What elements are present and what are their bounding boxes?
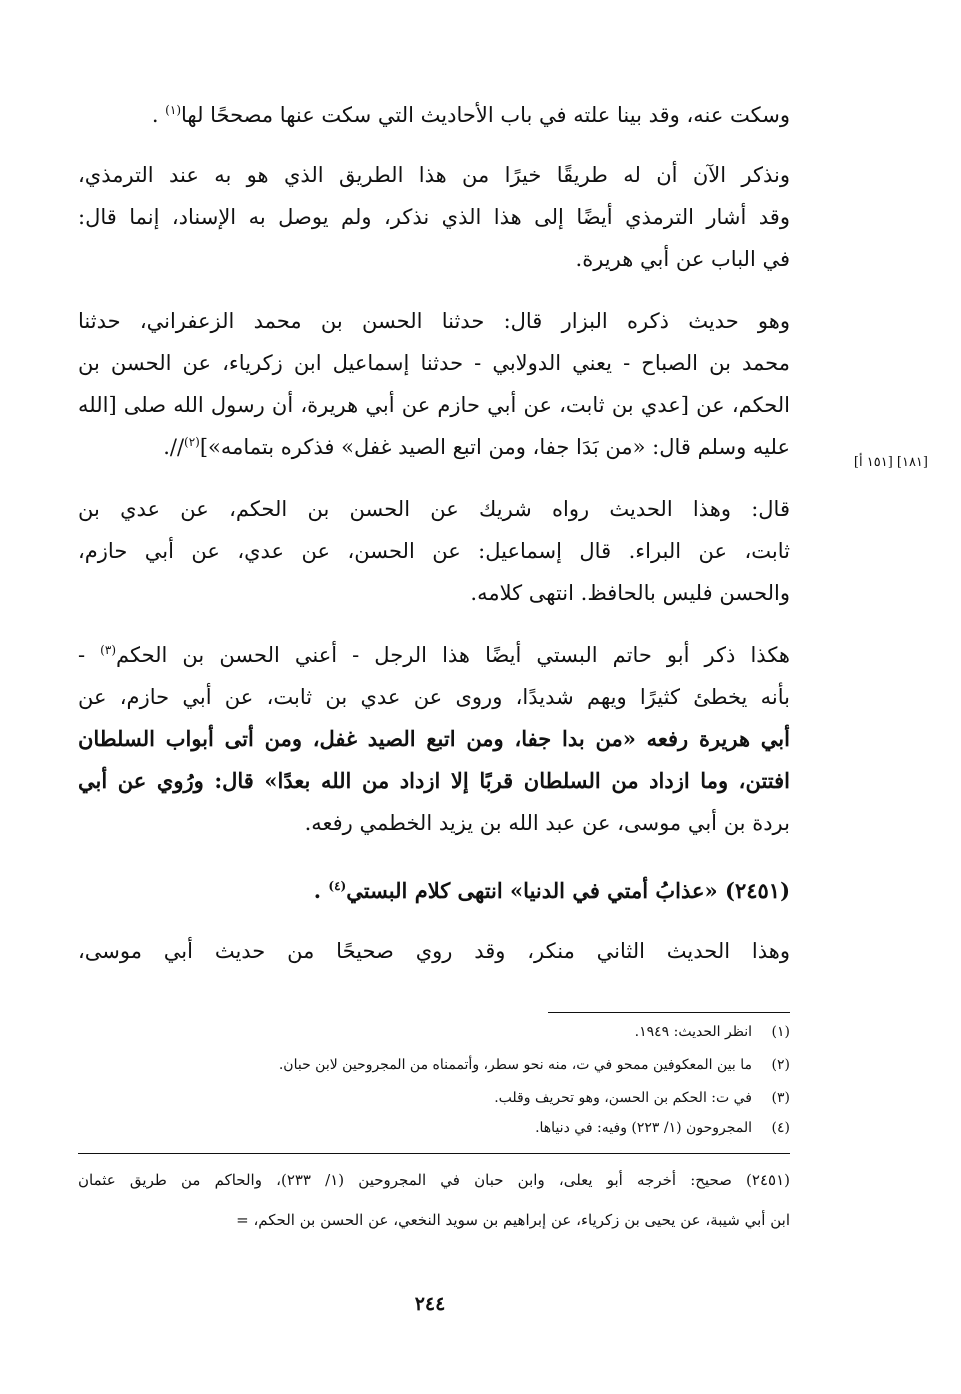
- line-tail: //.: [163, 435, 185, 459]
- line-text: أبي هريرة رفعه «من بدا جفا، ومن اتبع الصيد غفل، ومن أتى أبواب السلطان: [78, 726, 790, 751]
- text-line: [78, 536, 790, 566]
- footnote-ref: (٤): [328, 879, 347, 893]
- line-text: والحسن فليس بالحافظ. انتهى كلامه.: [470, 581, 790, 605]
- footnote: [150, 1118, 790, 1138]
- footnote-text: في ت: الحكم بن الحسن، وهو تحريف وقلب.: [494, 1090, 752, 1106]
- text-line: [78, 306, 790, 336]
- footnote-ref: (٢): [184, 435, 200, 449]
- text-line: [78, 100, 790, 130]
- text-line: [78, 640, 790, 670]
- text-line: [78, 348, 790, 378]
- line-text: بردة بن أبي موسى، عن عبد الله بن يزيد الخطمي رفعه.: [304, 811, 790, 835]
- line-text: هكذا ذكر أبو حاتم البستي أيضًا هذا الرجل - أعني الحسن بن الحكم: [116, 643, 790, 667]
- line-text: عليه وسلم قال: «من بَدَا جفا، ومن اتبع الصيد غفل» فذكره بتمامه»]: [199, 435, 790, 459]
- line-text: الحكم، عن [عدي بن ثابت، عن أبي حازم عن أبي هريرة، أن رسول الله صلى [الله: [78, 393, 790, 417]
- text-line: [78, 494, 790, 524]
- text-line: [78, 682, 790, 712]
- footnote-number: (١): [771, 1024, 790, 1040]
- footnote-number: (٢): [771, 1057, 790, 1073]
- commentary-separator: [78, 1153, 790, 1154]
- line-text: محمد بن الصباح - يعني الدولابي - حدثنا إسماعيل ابن زكرياء، عن الحسن بن: [78, 351, 790, 375]
- commentary-line: (٢٤٥١) صحيح: أخرجه أبو يعلى، وابن حبان في المجروحين (١/ ٢٣٣)، والحاكم من طريق عثمان: [78, 1171, 790, 1189]
- footnote: [150, 1088, 790, 1108]
- line-text: (٢٤٥١) «عذابُ أمتي في الدنيا» انتهى كلام البستي: [346, 878, 790, 903]
- line-text: وقد أشار الترمذي أيضًا إلى هذا الذي نذكر، ولم يوصل به الإسناد، إنما قال:: [78, 205, 790, 229]
- text-line: [78, 244, 790, 274]
- footnote-text: المجروحون (١/ ٢٢٣) وفيه: في دنياها.: [535, 1120, 752, 1136]
- footnote-number: (٣): [771, 1090, 790, 1106]
- line-text: في الباب عن أبي هريرة.: [575, 247, 790, 271]
- text-line: [78, 160, 790, 190]
- footnote-ref: (٣): [100, 643, 116, 657]
- line-text: وهو حديث ذكره البزار قال: حدثنا الحسن بن محمد الزعفراني، حدثنا: [78, 309, 790, 333]
- footnote: [150, 1022, 790, 1042]
- text-line: [78, 390, 790, 420]
- margin-note: [١٨١] [١٥١ أ]: [853, 455, 928, 470]
- line-text: وهذا الحديث الثاني منكر، وقد روي صحيحًا من حديث أبي موسى،: [78, 939, 790, 963]
- commentary-line: ابن أبي شيبة، عن يحيى بن زكرياء، عن إبراهيم بن سويد النخعي، عن الحسن بن الحكم، =: [236, 1211, 790, 1229]
- footnote-number: (٤): [771, 1120, 790, 1136]
- text-line: [78, 724, 790, 754]
- text-line: [78, 876, 790, 906]
- footnote: [150, 1055, 790, 1075]
- footnote-text: انظر الحديث: ١٩٤٩.: [634, 1024, 752, 1040]
- line-text: بأنه يخطئ كثيرًا ويهم شديدًا، وروى عن عدي بن ثابت، عن أبي حازم، عن: [78, 685, 790, 709]
- line-text: قال: وهذا الحديث رواه شريك عن الحسن بن الحكم، عن عدي بن: [78, 497, 790, 521]
- text-line: [78, 432, 790, 462]
- footnote-text: ما بين المعكوفين ممحو في ت، منه نحو سطر، وأتممناه من المجروحين لابن حبان.: [278, 1057, 752, 1073]
- text-line: [78, 766, 790, 796]
- line-text: وسكت عنه، وقد بينا علته في باب الأحاديث التي سكت عنها مصححًا لها: [181, 103, 790, 127]
- line-tail: -: [78, 643, 101, 667]
- footnote-rule: [548, 1012, 790, 1013]
- text-line: [78, 578, 790, 608]
- line-tail: .: [313, 878, 329, 903]
- text-line: [78, 936, 790, 966]
- line-text: ونذكر الآن أن له طريقًا خيرًا من هذا الطريق الذي هو به عند الترمذي،: [78, 163, 790, 187]
- line-tail: .: [151, 103, 166, 127]
- text-line: [78, 202, 790, 232]
- footnote-ref: (١): [165, 103, 181, 117]
- page-number: ٢٤٤: [414, 1293, 446, 1315]
- line-text: ثابت، عن البراء. قال إسماعيل: عن الحسن، عن عدي، عن أبي حازم،: [78, 539, 790, 563]
- line-text: افتتن، وما ازداد من السلطان قربًا إلا ازداد من الله بعدًا» قال: ورُوي عن أبي: [78, 768, 790, 793]
- text-line: [78, 808, 790, 838]
